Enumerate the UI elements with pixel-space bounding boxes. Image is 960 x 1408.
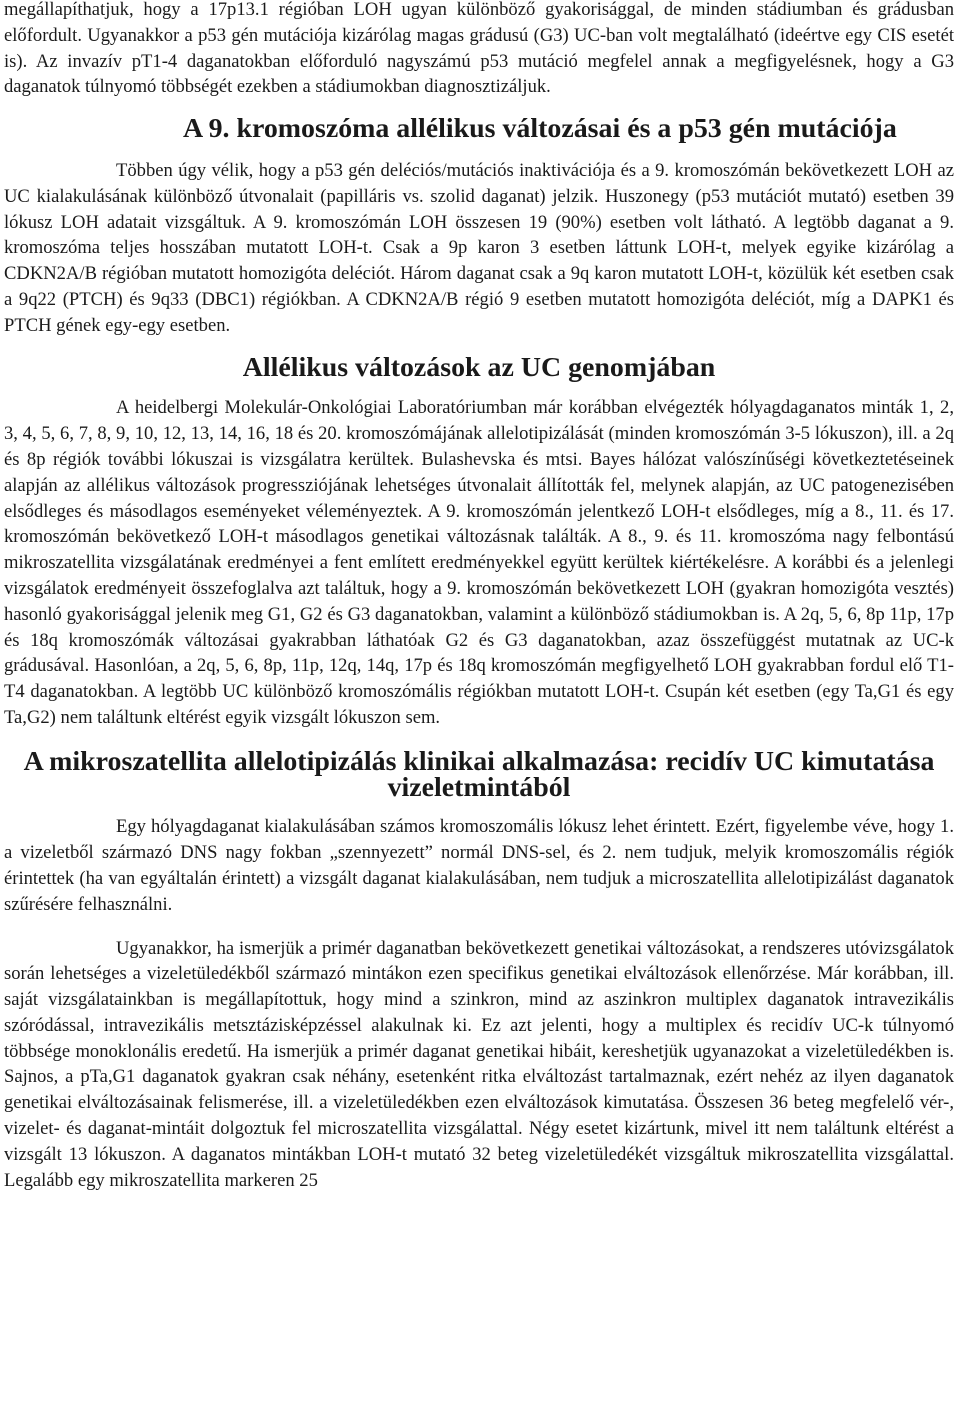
section-clinical-application-paragraph-2: Ugyanakkor, ha ismerjük a primér daganatban bekövetkezett genetikai változásokat, a rendszeres utóvizsgálatok során lehetséges a vizeletüledékből származó mintákon ezen specifikus genetikai elváltozások ellenőrzése. Már korábban, ill. saját vizsgálatainkban is megállapítottuk, hogy mind a szinkron, mind az aszinkron multiplex daganatok intravezikális szóródással, intravezikális metsztázisképzéssel alakulnak ki. Ez azt jelenti, hogy a multiplex és recidív UC-k túlnyomó többsége monoklonális eredetű. Ha ismerjük a primér daganat genetikai hibáit, kereshetjük ugyanazokat a vizeletüledékben is. Sajnos, a pTa,G1 daganatok gyakran csak néhány, esetenként ritka elváltozást tartalmaznak, ezért nehéz az ilyen daganatok genetikai elváltozásainak felismerése, ill. a vizeletüledékben ezen elváltozások kimutatása. Összesen 36 beteg megfelelő vér-, vizelet- és daganat-mintáit dolgoztuk fel microszatellita vizsgálattal. Négy esetet kizártunk, mivel itt nem találtunk eltérést a vizsgált 13 lókuszon. A daganatos mintákban LOH-t mutató 32 beteg vizeletüledékét vizsgáltuk mikroszatellita vizsgálattal. Legalább egy mikroszatellita markeren 25 — [4, 937, 954, 1191]
section-heading-clinical-application: A mikroszatellita allelotipizálás klinikai alkalmazása: recidív UC kimutatása vizeletmintából — [23, 745, 935, 803]
section-chromosome-9-paragraph: Többen úgy vélik, hogy a p53 gén deléciós/mutációs inaktivációja és a 9. kromoszómán bekövetkezett LOH az UC kialakulásának különböző útvonalait (papilláris vs. szolid daganat) jelzik. Huszonegy (p53 mutációt mutató) esetben 39 lókusz LOH adatait vizsgáltuk. A 9. kromoszómán LOH összesen 19 (90%) esetben volt látható. A legtöbb daganat a 9. kromoszóma teljes hosszában mutatott LOH-t. Csak a 9p karon 3 esetben láttunk LOH-t, melyek egyike kizárólag a CDKN2A/B régióban mutatott homozigóta deléciót. Három daganat csak a 9q karon mutatott LOH-t, közülük két esetben csak a 9q22 (PTCH) és 9q33 (DBC1) régiókban. A CDKN2A/B régió 9 esetben mutatott homozigóta deléciót, míg a DAPK1 és PTCH gének egy-egy esetben. — [4, 159, 954, 336]
paragraph-gap — [4, 918, 954, 936]
section-clinical-application-paragraph-1: Egy hólyagdaganat kialakulásában számos kromoszomális lókusz lehet érintett. Ezért, figyelembe véve, hogy 1. a vizeletből származó DNS nagy fokban „szennyezett” normál DNS-sel, és 2. nem tudjuk, melyik kromoszomális régiók érintettek (ha van egyáltalán érintett) a vizsgált daganat kialakulásában, nem tudjuk a microszatellita allelotipizálást daganatok szűrésére felhasználni. — [4, 816, 954, 915]
section-heading-allelic-changes: Allélikus változások az UC genomjában — [242, 351, 716, 383]
intro-paragraph: megállapíthatjuk, hogy a 17p13.1 régióban LOH ugyan különböző gyakorisággal, de minden stádiumban és grádusban előfordult. Ugyanakkor a p53 gén mutációja kizárólag magas grádusú (G3) UC-ban volt megtalálható (ideértve egy CIS esetét is). Az invazív pT1-4 daganatokban előforduló nagyszámú p53 mutáció megfelel annak a megfigyelésnek, hogy a G3 daganatok túlnyomó többségét ezekben a stádiumokban diagnosztizáljuk. — [4, 0, 954, 98]
section-allelic-changes-paragraph: A heidelbergi Molekulár-Onkológiai Laboratóriumban már korábban elvégezték hólyagdaganatos minták 1, 2, 3, 4, 5, 6, 7, 8, 9, 10, 12, 13, 14, 16, 18 és 20. kromoszómájának allelotipizálását (minden kromoszómán 3-5 lókuszon), ill. a 2q és 8p régiók további lókuszai is vizsgálatra kerültek. Bulashevska és mtsi. Bayes hálózat valószínűségi következtetéseinek alapján az allélikus változások progressziójának lehetséges útvonalait állították fel, melynek alapján, az UC patogenezisében elsődleges és másodlagos eseményeket véleményeztek. A 9. kromoszómán jelentkező LOH-t elsődleges, míg a 8., 11. és 17. kromoszómán bekövetkező LOH-t másodlagos genetikai változásnak találták. A 8., 9. és 11. kromoszóma nagy felbontású mikroszatellita vizsgálatának eredményei a fent említett eredményekkel együtt kerültek kiértékelésre. A korábbi és a jelenlegi vizsgálatok eredményeit összefoglalva azt találtuk, hogy a 9. kromoszómán bekövetkezett LOH (gyakran homozigóta vesztés) hasonló gyakorisággal jelenik meg G1, G2 és G3 daganatokban, valamint a különböző stádiumokban is. A 2q, 5, 6, 8p 11p, 17p és 18q kromoszómák változásai gyakrabban láthatóak G2 és G3 daganatokban, azaz összefüggést mutatnak az UC-k grádusával. Hasonlóan, a 2q, 5, 6, 8p, 11p, 12q, 14q, 17p és 18q kromoszómán megfigyelhető LOH gyakrabban fordul elő T1-T4 daganatokban. A legtöbb UC különböző kromoszómális régiókban mutatott LOH-t. Csupán két esetben (egy Ta,G1 és egy Ta,G2) nem találtunk eltérést egyik vizsgált lókuszon sem. — [4, 397, 954, 728]
section-heading-chromosome-9: A 9. kromoszóma allélikus változásai és a p53 gén mutációja — [183, 113, 897, 145]
